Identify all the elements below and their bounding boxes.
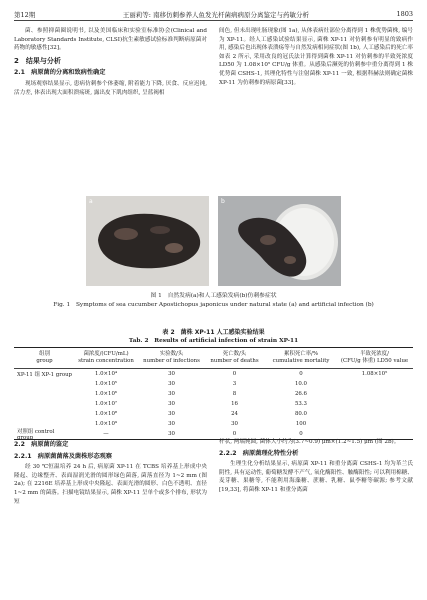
table-2 xyxy=(14,329,413,440)
subsection-heading-2-2: 2.2 病原菌的鉴定 xyxy=(14,441,69,448)
paragraph-method-end: 菌、参照抑菌圈说明书, 以及美国临床和实验室标准协会(Clinical and Laboratory Standards Institute, CLSI)抗生素敏感试验标准判断病原菌对药物的敏感性[32]。 xyxy=(14,28,207,52)
table-cell-infections: 30 xyxy=(168,391,175,397)
subsection-heading-2-2-1: 2.2.1 病原菌菌落及菌株形态观察 xyxy=(14,452,113,460)
table-cell-concentration: 1.0×10⁶ xyxy=(94,391,118,397)
figure-caption-en: Fig. 1 Symptoms of sea cucumber Apostichopus japonicus under natural state (a) and artificial infection (b) xyxy=(53,302,374,308)
table-title-cn: 表 2 菌株 XP-11 人工感染实验结果 xyxy=(162,329,265,336)
table-header-row xyxy=(14,348,413,368)
subsection-heading-2-1: 2.1 病原菌的分离和致病性确定 xyxy=(14,69,106,77)
figure-caption-cn: 图 1 自然发病(a)和人工感染发病(b)仿刺参症状 xyxy=(150,293,277,299)
table-cell-infections: 30 xyxy=(168,431,175,437)
paragraph-cell-size: 杆状, 两端钝圆, 菌体大小约为(3.7~0.9) μm×(1.2~1.5) μm (图 2b)。 xyxy=(219,439,400,445)
left-column-bottom xyxy=(14,438,207,506)
paragraph-field-observation: 现场观察结果显示, 患病仿刺参个体萎缩, 附着能力下降, 厌食、反应迟钝, 活力差, 体表出现大面积溃疡斑, 露出皮下肌肉组织, 呈蓝褐相 xyxy=(14,80,207,96)
table-cell-infections: 30 xyxy=(168,381,175,387)
table-cell-concentration: 1.0×10⁷ xyxy=(94,401,118,407)
table-cell-concentration: 1.0×10⁴ xyxy=(94,371,118,377)
paragraph-colony-morphology: 经 30 ℃恒温培养 24 h 后, 病原菌 XP-11 在 TCBS 培养基上形成中央隆起、边缘整齐、表面湿润光滑的圆形绿色菌落, 菌落直径为 1~2 mm (图 2a); 在 2216E 培养基上形成中央隆起、表面光滑的圆形、白色不透明、直径 1~2 mm 的菌落。扫描电镜结果显示, 菌株 XP-11 呈单个或多个排布, 形状为短 xyxy=(14,464,207,505)
right-column-bottom xyxy=(219,438,413,495)
table-row xyxy=(14,399,413,409)
table-cell-infections: 30 xyxy=(168,371,175,377)
paragraph-infection-results: 间色, 但未出现吐肠现象(图 1a), 从体表病灶部位分离得到 1 株优势菌株, 编号为 XP-11。经人工感染试验结果显示, 菌株 XP-11 对仿刺参有明显的致病作用, 感染后也出现体表溃疡等与自然发病相同症状(图 1b), 人工感染后的死亡率如表 2 所示, 采用改良的冠氏法计算得到菌株 XP-11 对仿刺参的半致死浓度 LD50 为 1.08×10⁵ CFU/g 体重。从感染后濒死的仿刺参中重分离得到 1 株优势菌 CSHS-1, 其理化特性与注射菌株 XP-11 一致, 根据科赫法则确定菌株 XP-11 为仿刺参的病原菌[33]。 xyxy=(219,28,413,86)
right-column-top xyxy=(219,27,413,87)
running-header xyxy=(14,8,413,20)
table-cell-deaths: 0 xyxy=(232,431,237,437)
table-row xyxy=(14,379,413,389)
table-header-cell: 死亡数/头 number of deaths xyxy=(210,351,259,364)
table-cell-deaths: 30 xyxy=(231,421,238,427)
left-column-top xyxy=(14,27,207,97)
table-title-en: Tab. 2 Results of artificial infection of strain XP-11 xyxy=(128,338,299,344)
table-cell-infections: 30 xyxy=(168,411,175,417)
table-cell-deaths: 8 xyxy=(232,391,237,397)
table-cell-infections: 30 xyxy=(168,401,175,407)
table-header-cell: 实验数/头 number of infections xyxy=(143,351,200,364)
table-cell-mortality: 10.0 xyxy=(294,381,307,387)
table-cell-mortality: 80.0 xyxy=(294,411,307,417)
photo-natural-infection xyxy=(86,196,209,286)
table-cell-mortality: 26.6 xyxy=(294,391,307,397)
figure-label-b: b xyxy=(221,198,225,205)
table-header-cell: 组别 group xyxy=(36,351,53,364)
table-header-cell: 累积死亡率/% cumulative mortality xyxy=(272,351,330,364)
table-cell-group: 对照组 control group xyxy=(17,429,55,441)
table-cell-deaths: 0 xyxy=(232,371,237,377)
table-cell-mortality: 53.3 xyxy=(294,401,307,407)
photo-artificial-infection xyxy=(218,196,341,286)
table-cell-concentration: — xyxy=(103,431,109,437)
table-cell-deaths: 16 xyxy=(231,401,238,407)
table-cell-group: XP-11 组 XP-1 group xyxy=(17,372,72,378)
table-row xyxy=(14,419,413,429)
table-cell-infections: 30 xyxy=(168,421,175,427)
table-row xyxy=(14,389,413,399)
table-cell-mortality: 0 xyxy=(299,371,303,377)
table-header-cell: 菌浓度/(CFU/mL) strain concentration xyxy=(78,351,134,364)
table-cell-mortality: 0 xyxy=(299,431,303,437)
table-cell-ld50: 1.08×10⁵ xyxy=(361,371,388,377)
table-cell-deaths: 24 xyxy=(231,411,238,417)
figure-label-a: a xyxy=(89,198,93,205)
table-header-cell: 半致死浓度/ (CFU/g 体重) LD50 value xyxy=(340,351,409,364)
table-cell-mortality: 100 xyxy=(295,421,307,427)
header-rule xyxy=(14,20,413,21)
section-heading-results: 2 结果与分析 xyxy=(14,56,61,65)
table-cell-deaths: 3 xyxy=(232,381,237,387)
issue-number: 第12期 xyxy=(14,10,36,19)
figure-1 xyxy=(86,196,341,286)
subsection-heading-2-2-2: 2.2.2 病原菌理化特性分析 xyxy=(219,449,299,457)
table-cell-concentration: 1.0×10⁵ xyxy=(94,381,118,387)
table-row xyxy=(14,409,413,419)
table-cell-concentration: 1.0×10⁸ xyxy=(94,411,118,417)
page-number: 1803 xyxy=(396,10,413,18)
table-cell-concentration: 1.0×10⁹ xyxy=(94,421,118,427)
table-row xyxy=(14,369,413,379)
paragraph-biochemistry: 生理生化分析结果显示, 病原菌 XP-11 和重分离菌 CSHS-1 均为革兰氏阴性, 具有运动性, 葡萄糖发酵不产气, 氧化酶阳性、触酶阳性; 可以利用棉糖、麦芽糖、果糖等, 不能利用海藻糖、蔗糖、乳糖、鼠李糖等碳源; 参考文献[19,33], 将菌株 XP-11 和重分离菌 xyxy=(219,461,413,493)
running-title: 王丽莉等: 南移仿刺参养人鱼发光杆菌病病原分离鉴定与药敏分析 xyxy=(122,10,309,19)
